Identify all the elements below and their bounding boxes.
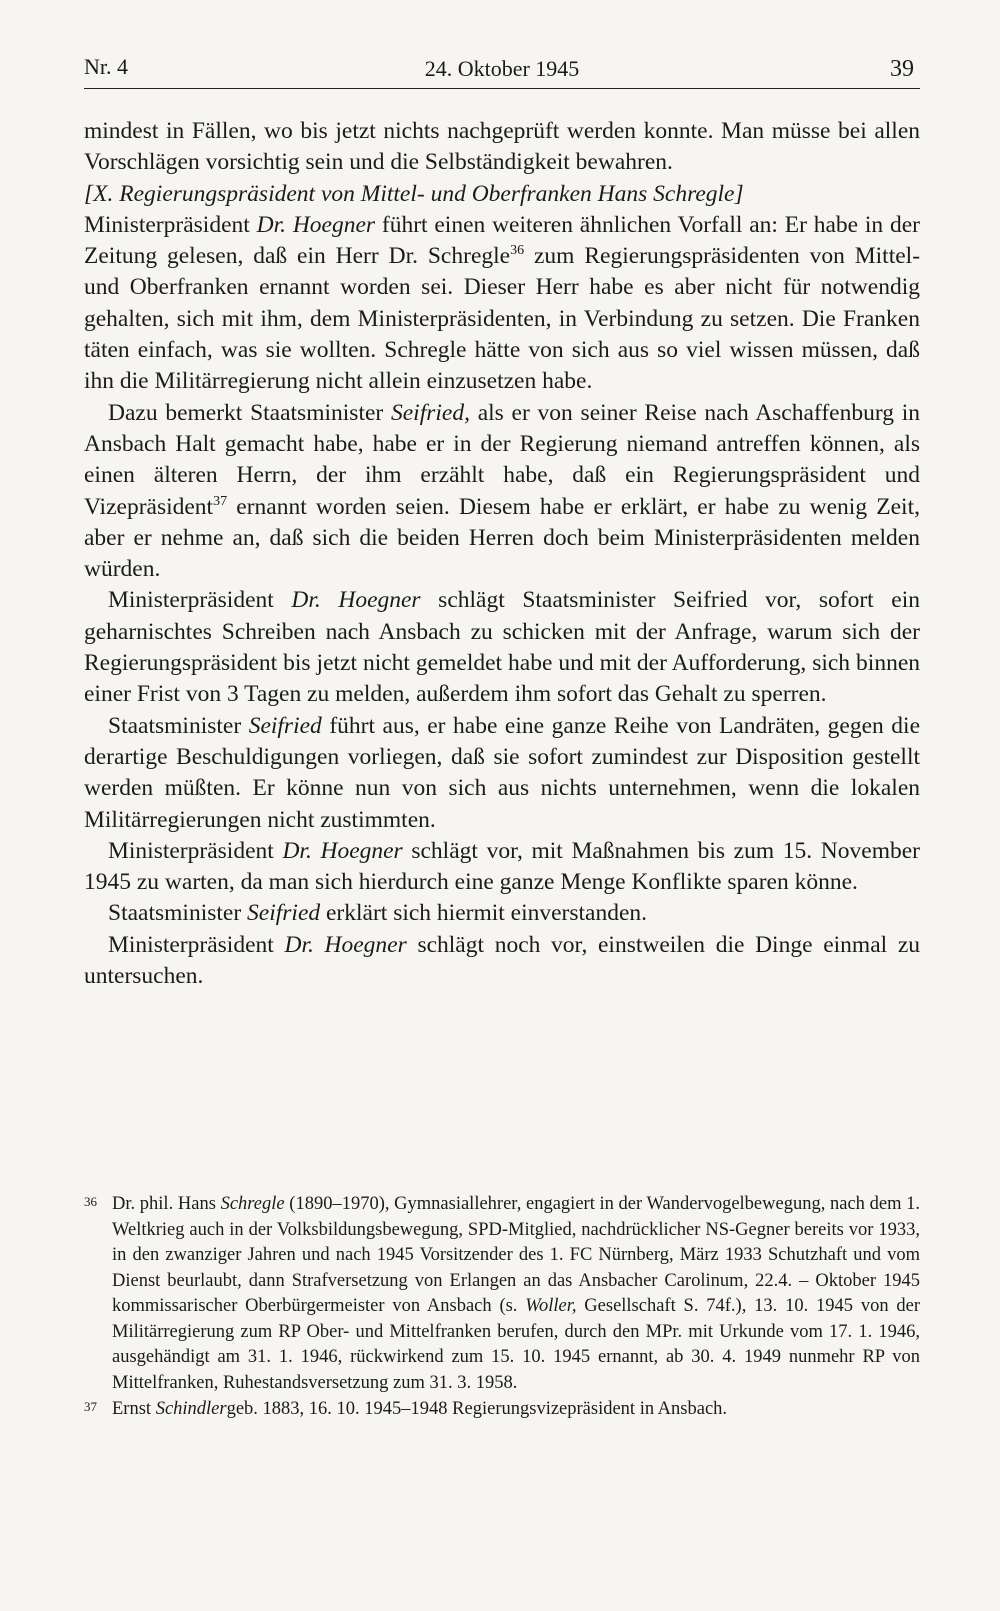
p2-text-c: zum Regierungspräsidenten von Mittel- und Oberfranken ernannt worden sei. Dieser Herr habe es aber nicht für notwendig gehalten, sich mit ihm, dem Ministerpräsidenten, in Verbindung zu setzen. Die Franken täten einfach, was sie wollten. Schregle hätte von sich aus so viel wissen müssen, daß ihn die Militärregierung nicht allein einzusetzen habe. xyxy=(84,243,921,395)
p4-name: Dr. Hoegner xyxy=(291,587,421,614)
paragraph-6 xyxy=(84,836,920,899)
fn37-name: Schindler xyxy=(155,1399,227,1419)
p2-text-a: Ministerpräsident xyxy=(84,211,250,238)
paragraph-3 xyxy=(84,398,920,586)
fn37-text-b: geb. 1883, 16. 10. 1945–1948 Regierungsvizepräsident in Ansbach. xyxy=(226,1399,728,1419)
p6-name: Dr. Hoegner xyxy=(282,837,403,864)
footnote-number: 36 xyxy=(84,1194,97,1209)
p7-text-b: erklärt sich hiermit einverstanden. xyxy=(326,900,648,927)
p7-text-a: Staatsminister xyxy=(108,900,242,927)
p2-text-b: führt einen weiteren ähnlichen Vorfall an: Er habe in der Zeitung gelesen, daß ein Herr Dr. Schregle xyxy=(84,211,921,270)
p5-name: Seifried xyxy=(248,712,322,739)
main-text xyxy=(84,116,920,992)
p6-text-a: Ministerpräsident xyxy=(108,837,274,864)
fn37-text-a: Ernst xyxy=(112,1399,152,1419)
p4-text-a: Ministerpräsident xyxy=(108,587,274,614)
fn36-text-c: Gesellschaft S. 74f.), 13. 10. 1945 von der Militärregierung zum RP Ober- und Mittelfranken berufen, durch den MPr. mit Urkunde vom 17. 1. 1946, ausgehändigt am 31. 1. 1946, rückwirkend zum 15. 10. 1945 ernannt, ab 30. 4. 1949 nunmehr RP von Mittelfranken, Ruhestandsversetzung zum 31. 3. 1958. xyxy=(112,1296,921,1393)
p8-name: Dr. Hoegner xyxy=(284,931,407,958)
issue-number: Nr. 4 xyxy=(84,54,128,79)
header-rule xyxy=(84,88,920,89)
footnote-ref-37[interactable]: 37 xyxy=(213,493,228,509)
paragraph-4 xyxy=(84,585,920,710)
fn36-ref: Woller, xyxy=(525,1296,577,1316)
section-heading: [X. Regierungspräsident von Mittel- und Oberfranken Hans Schregle] xyxy=(84,180,744,207)
p3-text-a: Dazu bemerkt Staatsminister xyxy=(108,399,384,426)
p3-text-b: als er von seiner Reise nach Aschaffenburg in Ansbach Halt gemacht habe, habe er in der Regierung niemand antreffen können, als einen älteren Herrn, der ihm erzählt habe, daß ein Regierungspräsident und Vizepräsident xyxy=(84,399,921,520)
p3-name: Seifried, xyxy=(390,399,470,426)
p6-text-b: schlägt vor, mit Maßnahmen bis zum 15. November 1945 zu warten, da man sich hierdurch eine ganze Menge Konflikte sparen könne. xyxy=(84,837,920,896)
paragraph-1: mindest in Fällen, wo bis jetzt nichts nachgeprüft werden konnte. Man müsse bei allen Vorschlägen vorsichtig sein und die Selbständigkeit bewahren. xyxy=(84,118,920,176)
footnote-37 xyxy=(84,1397,920,1423)
fn36-name: Schregle xyxy=(220,1194,285,1214)
fn36-text-a: Dr. phil. Hans xyxy=(112,1194,216,1214)
running-header xyxy=(84,50,920,90)
paragraph-2 xyxy=(84,210,920,398)
p2-name: Dr. Hoegner xyxy=(256,211,376,238)
paragraph-7 xyxy=(84,898,920,929)
p7-name: Seifried xyxy=(247,900,321,927)
p8-text-a: Ministerpräsident xyxy=(108,931,274,958)
header-date: 24. Oktober 1945 xyxy=(424,56,580,81)
footnote-36 xyxy=(84,1192,920,1396)
p3-text-c: ernannt worden seien. Diesem habe er erklärt, er habe zu wenig Zeit, aber er nehme an, daß sich die beiden Herren doch beim Ministerpräsidenten melden würden. xyxy=(84,493,920,583)
page-number: 39 xyxy=(890,56,914,82)
footnote-ref-36[interactable]: 36 xyxy=(510,243,525,259)
footnotes xyxy=(84,1192,920,1423)
paragraph-8 xyxy=(84,930,920,993)
p8-text-b: schlägt noch vor, einstweilen die Dinge einmal zu untersuchen. xyxy=(84,931,921,990)
fn36-text-b: (1890–1970), Gymnasiallehrer, engagiert in der Wandervogelbewegung, nach dem 1. Weltkrieg auch in der Volksbildungsbewegung, SPD-Mitglied, nachdrücklicher NS-Gegner bereits vor 1933, in den zwanziger Jahren und nach 1945 Vorsitzender des 1. FC Nürnberg, März 1933 Schutzhaft und vom Dienst beurlaubt, dann Strafversetzung von Erlangen an das Ansbacher Carolinum, 22.4. – Oktober 1945 kommissarischer Oberbürgermeister von Ansbach (s. xyxy=(112,1194,920,1316)
p5-text-b: führt aus, er habe eine ganze Reihe von Landräten, gegen die derartige Beschuldigungen vorliegen, daß sie sofort zumindest zur Disposition gestellt werden müßten. Er könne nun von sich aus nichts unternehmen, wenn die lokalen Militärregierungen nicht zustimmten. xyxy=(84,712,920,833)
p4-text-b: schlägt Staatsminister Seifried vor, sofort ein geharnischtes Schreiben nach Ansbach zu schicken mit der Anfrage, warum sich der Regierungspräsident bis jetzt nicht gemeldet habe und mit der Aufforderung, sich binnen einer Frist von 3 Tagen zu melden, außerdem ihm sofort das Gehalt zu sperren. xyxy=(84,587,921,708)
footnote-number: 37 xyxy=(84,1399,97,1414)
paragraph-5 xyxy=(84,711,920,836)
p5-text-a: Staatsminister xyxy=(108,712,242,739)
